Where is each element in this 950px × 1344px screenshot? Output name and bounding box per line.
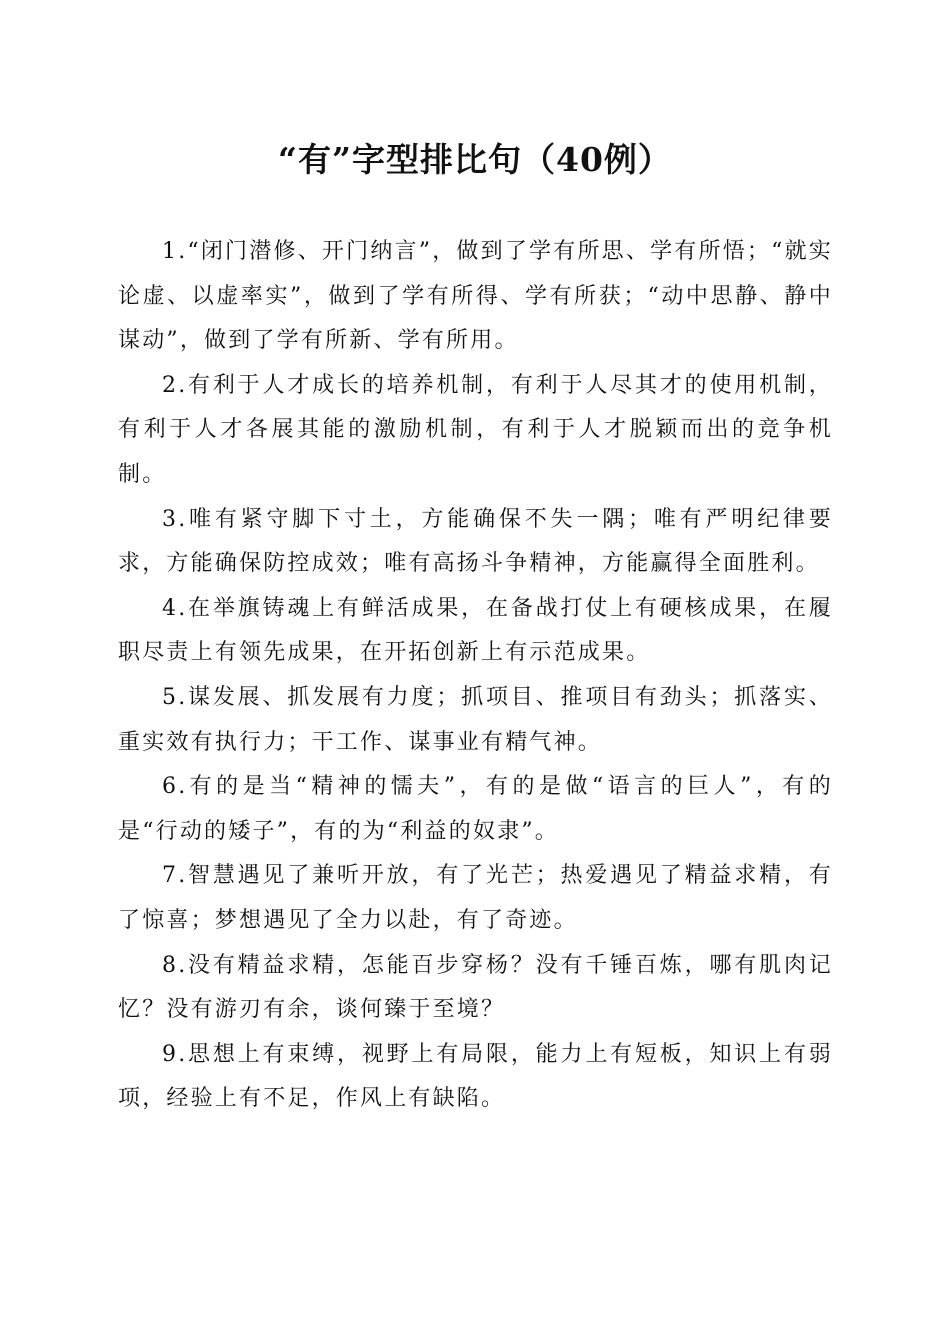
paragraph-3: 3.唯有紧守脚下寸土，方能确保不失一隅；唯有严明纪律要求，方能确保防控成效；唯有高扬斗争精神，方能赢得全面胜利。	[118, 506, 833, 577]
paragraph-6: 6.有的是当“精神的懦夫”，有的是做“语言的巨人”，有的是“行动的矮子”，有的为“利益的奴隶”。	[118, 774, 833, 844]
paragraph-4: 4.在举旗铸魂上有鲜活成果，在备战打仗上有硬核成果，在履职尽责上有领先成果，在开拓创新上有示范成果。	[118, 595, 833, 666]
document-title: “有”字型排比句（40例）	[278, 140, 672, 179]
document-body	[118, 230, 833, 1122]
paragraph-9: 9.思想上有束缚，视野上有局限，能力上有短板，知识上有弱项，经验上有不足，作风上有缺陷。	[118, 1041, 833, 1112]
paragraph-5: 5.谋发展、抓发展有力度；抓项目、推项目有劲头；抓落实、重实效有执行力；干工作、谋事业有精气神。	[118, 684, 833, 755]
paragraph-7: 7.智慧遇见了兼听开放，有了光芒；热爱遇见了精益求精，有了惊喜；梦想遇见了全力以赴，有了奇迹。	[118, 863, 833, 933]
paragraph-2: 2.有利于人才成长的培养机制，有利于人尽其才的使用机制，有利于人才各展其能的激励机制，有利于人才脱颖而出的竞争机制。	[118, 372, 833, 487]
paragraph-8: 8.没有精益求精，怎能百步穿杨？没有千锤百炼，哪有肌肉记忆？没有游刃有余，谈何臻于至境？	[118, 952, 833, 1023]
paragraph-1: 1.“闭门潜修、开门纳言”，做到了学有所思、学有所悟；“就实论虚、以虚率实”，做到了学有所得、学有所获；“动中思静、静中谋动”，做到了学有所新、学有所用。	[118, 239, 833, 354]
